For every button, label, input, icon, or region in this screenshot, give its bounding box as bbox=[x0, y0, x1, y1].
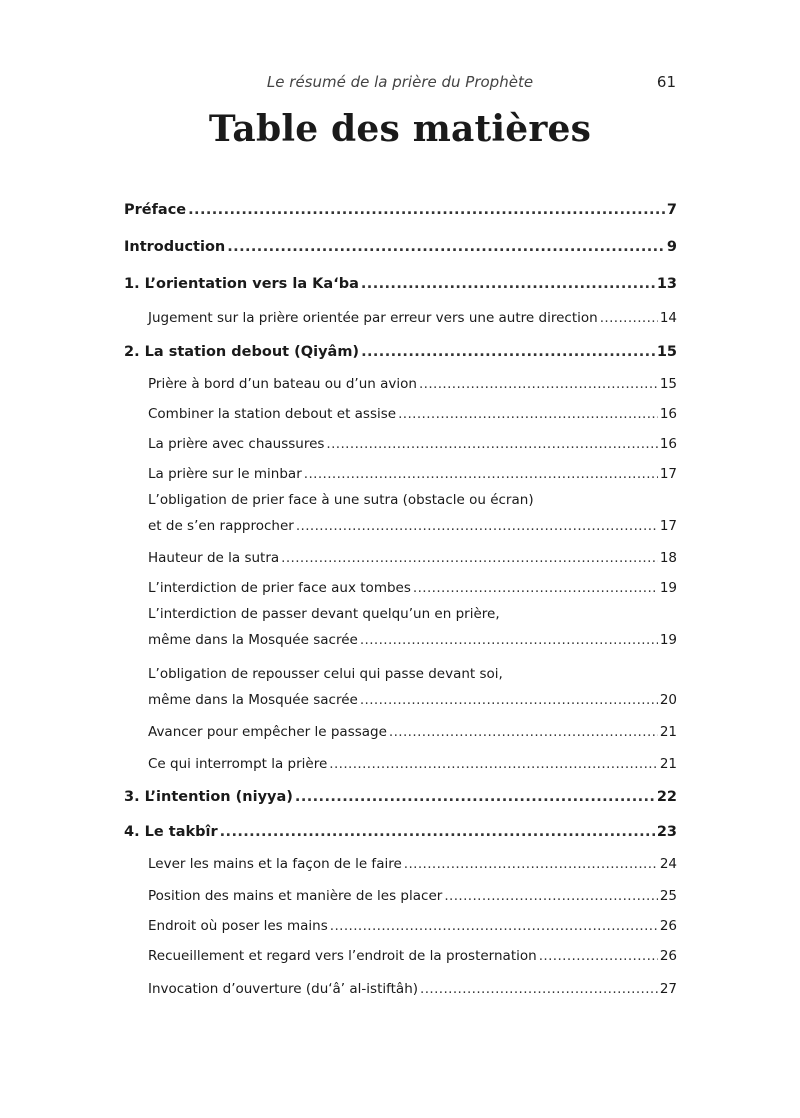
toc-entry-label: Ce qui interrompt la prière bbox=[148, 756, 328, 772]
dot-leader bbox=[188, 200, 665, 220]
toc-section-entry[interactable] bbox=[124, 690, 677, 710]
page-header bbox=[0, 73, 800, 97]
toc-entry-label: même dans la Mosquée sacrée bbox=[148, 692, 358, 708]
toc-entry-page-number: 22 bbox=[656, 789, 677, 805]
toc-entry-page-number: 26 bbox=[659, 918, 677, 934]
toc-section-entry[interactable] bbox=[124, 548, 677, 568]
toc-entry-first-line: L’obligation de repousser celui qui passe devant soi, bbox=[148, 666, 503, 682]
toc-entry-page-number: 23 bbox=[656, 824, 677, 840]
dot-leader bbox=[360, 630, 658, 650]
running-title: Le résumé de la prière du Prophète bbox=[266, 73, 534, 91]
toc-section-entry[interactable] bbox=[124, 434, 677, 454]
toc-entry-first-line: L’interdiction de passer devant quelqu’un en prière, bbox=[148, 606, 500, 622]
toc-entry-page-number: 17 bbox=[659, 518, 677, 534]
page-title: Table des matières bbox=[208, 108, 592, 150]
toc-entry-page-number: 21 bbox=[659, 756, 677, 772]
toc-entry-page-number: 16 bbox=[659, 406, 677, 422]
toc-section-entry[interactable] bbox=[124, 578, 677, 598]
toc-chapter-entry[interactable] bbox=[124, 342, 677, 362]
dot-leader bbox=[361, 342, 655, 362]
dot-leader bbox=[296, 516, 658, 536]
toc-entry-label: Prière à bord d’un bateau ou d’un avion bbox=[148, 376, 417, 392]
toc-entry-page-number: 16 bbox=[659, 436, 677, 452]
dot-leader bbox=[444, 886, 658, 906]
dot-leader bbox=[419, 374, 658, 394]
toc-section-entry[interactable] bbox=[124, 979, 677, 999]
toc-entry-page-number: 15 bbox=[659, 376, 677, 392]
toc-section-entry[interactable] bbox=[124, 722, 677, 742]
toc-entry-page-number: 24 bbox=[659, 856, 677, 872]
dot-leader bbox=[398, 404, 658, 424]
dot-leader bbox=[304, 464, 658, 484]
toc-entry-page-number: 19 bbox=[659, 632, 677, 648]
toc-entry-label: Recueillement et regard vers l’endroit de la prosternation bbox=[148, 948, 537, 964]
toc-section-entry[interactable] bbox=[124, 754, 677, 774]
toc-entry-label: 1. L’orientation vers la Ka‘ba bbox=[124, 276, 359, 292]
toc-section-entry[interactable] bbox=[124, 404, 677, 424]
toc-entry-label: Hauteur de la sutra bbox=[148, 550, 280, 566]
toc-entry-label: 4. Le takbîr bbox=[124, 824, 218, 840]
toc-entry-page-number: 9 bbox=[666, 239, 677, 255]
toc-section-entry[interactable] bbox=[124, 464, 677, 484]
toc-entry-page-number: 17 bbox=[659, 466, 677, 482]
toc-entry-page-number: 25 bbox=[659, 888, 677, 904]
toc-entry-page-number: 27 bbox=[659, 981, 677, 997]
toc-entry-label: Jugement sur la prière orientée par erreur vers une autre direction bbox=[148, 310, 598, 326]
dot-leader bbox=[404, 854, 658, 874]
toc-entry-label: Invocation d’ouverture (du‘â’ al-istiftâh) bbox=[148, 981, 419, 997]
toc-section-entry[interactable] bbox=[124, 374, 677, 394]
toc-chapter-entry[interactable] bbox=[124, 822, 677, 842]
toc-entry-label: Introduction bbox=[124, 239, 226, 255]
toc-entry-label: Combiner la station debout et assise bbox=[148, 406, 397, 422]
dot-leader bbox=[220, 822, 655, 842]
toc-section-entry[interactable] bbox=[124, 886, 677, 906]
toc-entry-page-number: 18 bbox=[659, 550, 677, 566]
toc-entry-label: Endroit où poser les mains bbox=[148, 918, 328, 934]
dot-leader bbox=[326, 434, 657, 454]
dot-leader bbox=[281, 548, 658, 568]
dot-leader bbox=[389, 722, 658, 742]
toc-entry-page-number: 19 bbox=[659, 580, 677, 596]
toc-entry-page-number: 7 bbox=[666, 202, 677, 218]
toc-entry-label: Préface bbox=[124, 202, 187, 218]
dot-leader bbox=[330, 916, 658, 936]
toc-entry-label: Avancer pour empêcher le passage bbox=[148, 724, 387, 740]
toc-section-entry[interactable] bbox=[124, 946, 677, 966]
dot-leader bbox=[420, 979, 658, 999]
toc-entry-label: La prière sur le minbar bbox=[148, 466, 302, 482]
toc-entry-page-number: 13 bbox=[656, 276, 677, 292]
toc-entry-label: 3. L’intention (niyya) bbox=[124, 789, 293, 805]
toc-chapter-entry[interactable] bbox=[124, 787, 677, 807]
toc-section-entry[interactable] bbox=[124, 516, 677, 536]
toc-section-entry[interactable] bbox=[124, 308, 677, 328]
toc-entry-page-number: 20 bbox=[659, 692, 677, 708]
toc-entry-page-number: 26 bbox=[659, 948, 677, 964]
toc-chapter-entry[interactable] bbox=[124, 200, 677, 220]
toc-entry-page-number: 14 bbox=[659, 310, 677, 326]
toc-section-entry[interactable] bbox=[124, 854, 677, 874]
toc-entry-label: Position des mains et manière de les placer bbox=[148, 888, 443, 904]
dot-leader bbox=[227, 237, 665, 257]
toc-entry-label: même dans la Mosquée sacrée bbox=[148, 632, 358, 648]
toc-chapter-entry[interactable] bbox=[124, 237, 677, 257]
dot-leader bbox=[360, 690, 658, 710]
toc-entry-page-number: 21 bbox=[659, 724, 677, 740]
toc-entry-page-number: 15 bbox=[656, 344, 677, 360]
dot-leader bbox=[329, 754, 658, 774]
toc-entry-label: 2. La station debout (Qiyâm) bbox=[124, 344, 360, 360]
toc-entry-first-line: L’obligation de prier face à une sutra (obstacle ou écran) bbox=[148, 492, 534, 508]
dot-leader bbox=[600, 308, 658, 328]
toc-entry-label: et de s’en rapprocher bbox=[148, 518, 294, 534]
toc-entry-label: La prière avec chaussures bbox=[148, 436, 325, 452]
toc-section-entry[interactable] bbox=[124, 916, 677, 936]
toc-entry-label: Lever les mains et la façon de le faire bbox=[148, 856, 402, 872]
toc-entry-label: L’interdiction de prier face aux tombes bbox=[148, 580, 411, 596]
toc-chapter-entry[interactable] bbox=[124, 274, 677, 294]
page-number: 61 bbox=[656, 73, 676, 91]
dot-leader bbox=[413, 578, 658, 598]
dot-leader bbox=[295, 787, 655, 807]
toc-section-entry[interactable] bbox=[124, 630, 677, 650]
dot-leader bbox=[539, 946, 658, 966]
dot-leader bbox=[361, 274, 655, 294]
